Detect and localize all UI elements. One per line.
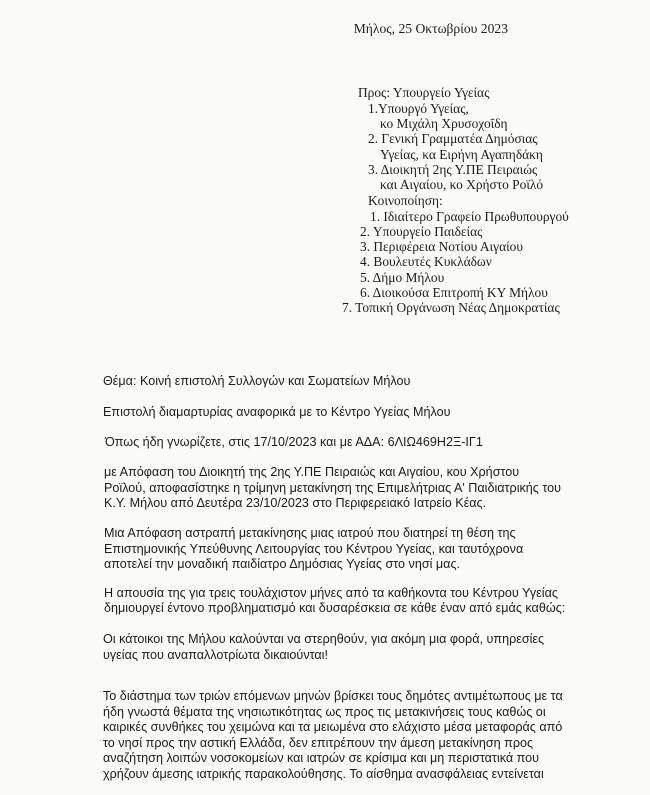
body-paragraph-6-line-4: το νησί προς την αστική Ελλάδα, δεν επιτρέπουν την άμεση μετακίνηση προς bbox=[103, 736, 534, 750]
cc-item-7: 7. Τοπική Οργάνωση Νέας Δημοκρατίας bbox=[342, 300, 560, 315]
recipient-item-3-line1: 3. Διοικητή 2ης Υ.ΠΕ Πειραιώς bbox=[368, 162, 538, 177]
body-paragraph-2-line-3: Κ.Υ. Μήλου από Δευτέρα 23/10/2023 στο Περιφερειακό Ιατρείο Κέας. bbox=[104, 496, 487, 510]
body-paragraph-1: Όπως ήδη γνωρίζετε, στις 17/10/2023 και με ΑΔΑ: 6ΛΙΩ469Η2Ξ-ΙΓ1 bbox=[105, 435, 483, 449]
cc-item-1: 1. Ιδιαίτερο Γραφείο Πρωθυπουργού bbox=[370, 209, 569, 224]
recipient-item-2-line1: 2. Γενική Γραμματέα Δημόσιας bbox=[368, 131, 538, 146]
cc-item-5: 5. Δήμο Μήλου bbox=[360, 270, 445, 285]
body-paragraph-3-line-2: Επιστημονικής Υπεύθυνης Λειτουργίας του Κέντρου Υγείας, και ταυτόχρονα bbox=[104, 542, 524, 556]
body-paragraph-6-line-5: αναζήτηση λοιπών νοσοκομείων και ιατρών σε κρίσιμα και μη περιστατικά που bbox=[103, 751, 540, 765]
recipient-item-1-line1: 1.Υπουργό Υγείας, bbox=[368, 101, 469, 116]
cc-item-3: 3. Περιφέρεια Νοτίου Αιγαίου bbox=[360, 239, 524, 254]
recipient-label: Προς: Υπουργείο Υγείας bbox=[358, 85, 490, 100]
cc-item-4: 4. Βουλευτές Κυκλάδων bbox=[360, 254, 492, 269]
body-paragraph-6-line-2: ήδη γνωστά θέματα της νησιωτικότητας ως προς τις μετακινήσεις τους καθώς οι bbox=[103, 705, 546, 719]
body-paragraph-3-line-3: αποτελεί την μοναδική παιδίατρο Δημόσιας Υγείας στο νησί μας. bbox=[104, 557, 461, 571]
body-paragraph-4-line-2: δημιουργεί έντονο προβληματισμό και δυσαρέσκεια σε κάθε έναν από εμάς καθώς: bbox=[104, 601, 566, 615]
subject-line: Θέμα: Κοινή επιστολή Συλλογών και Σωματείων Μήλου bbox=[103, 374, 411, 388]
subject-description: Επιστολή διαμαρτυρίας αναφορικά με το Κέντρο Υγείας Μήλου bbox=[103, 405, 451, 419]
body-paragraph-5-line-2: υγείας που αναπαλλοτρίωτα δικαιούνται! bbox=[103, 648, 328, 662]
body-paragraph-3-line-1: Μια Απόφαση αστραπή μετακίνησης μιας ιατρού που διατηρεί τη θέση της bbox=[104, 526, 516, 540]
recipient-item-2-line2: Υγείας, κα Ειρήνη Αγαπηδάκη bbox=[380, 147, 543, 162]
body-paragraph-6-line-1: Το διάστημα των τριών επόμενων μηνών βρίσκει τους δημότες αντιμέτωπους με τα bbox=[103, 689, 563, 703]
body-paragraph-4-line-1: Η απουσία της για τρεις τουλάχιστον μήνες από τα καθήκοντα του Κέντρου Υγείας bbox=[104, 586, 558, 600]
cc-item-2: 2. Υπουργείο Παιδείας bbox=[360, 224, 483, 239]
body-paragraph-2-line-1: με Απόφαση του Διοικητή της 2ης Υ.ΠΕ Πειραιώς και Αιγαίου, κου Χρήστου bbox=[104, 465, 520, 479]
body-paragraph-6-line-3: καιρικές συνθήκες του χειμώνα και τα μειωμένα στο ελάχιστο μέσα μεταφοράς από bbox=[103, 720, 563, 734]
letter-date: Μήλος, 25 Οκτωβρίου 2023 bbox=[353, 21, 508, 36]
body-paragraph-6-line-6: χρήζουν άμεσης ιατρικής παρακολούθησης. Το αίσθημα ανασφάλειας εντείνεται bbox=[103, 767, 544, 781]
recipient-item-1-line2: κο Μιχάλη Χρυσοχοΐδη bbox=[380, 116, 508, 131]
body-paragraph-2-line-2: Ροϊλού, αποφασίστηκε η τρίμηνη μετακίνηση της Επιμελήτριας Α' Παιδιατρικής του bbox=[104, 481, 562, 495]
cc-label: Κοινοποίηση: bbox=[368, 193, 443, 208]
cc-item-6: 6. Διοικούσα Επιτροπή ΚΥ Μήλου bbox=[360, 285, 548, 300]
body-paragraph-5-line-1: Οι κάτοικοι της Μήλου καλούνται να στερηθούν, για ακόμη μια φορά, υπηρεσίες bbox=[103, 632, 545, 646]
recipient-item-3-line2: και Αιγαίου, κο Χρήστο Ροϊλό bbox=[380, 177, 544, 192]
